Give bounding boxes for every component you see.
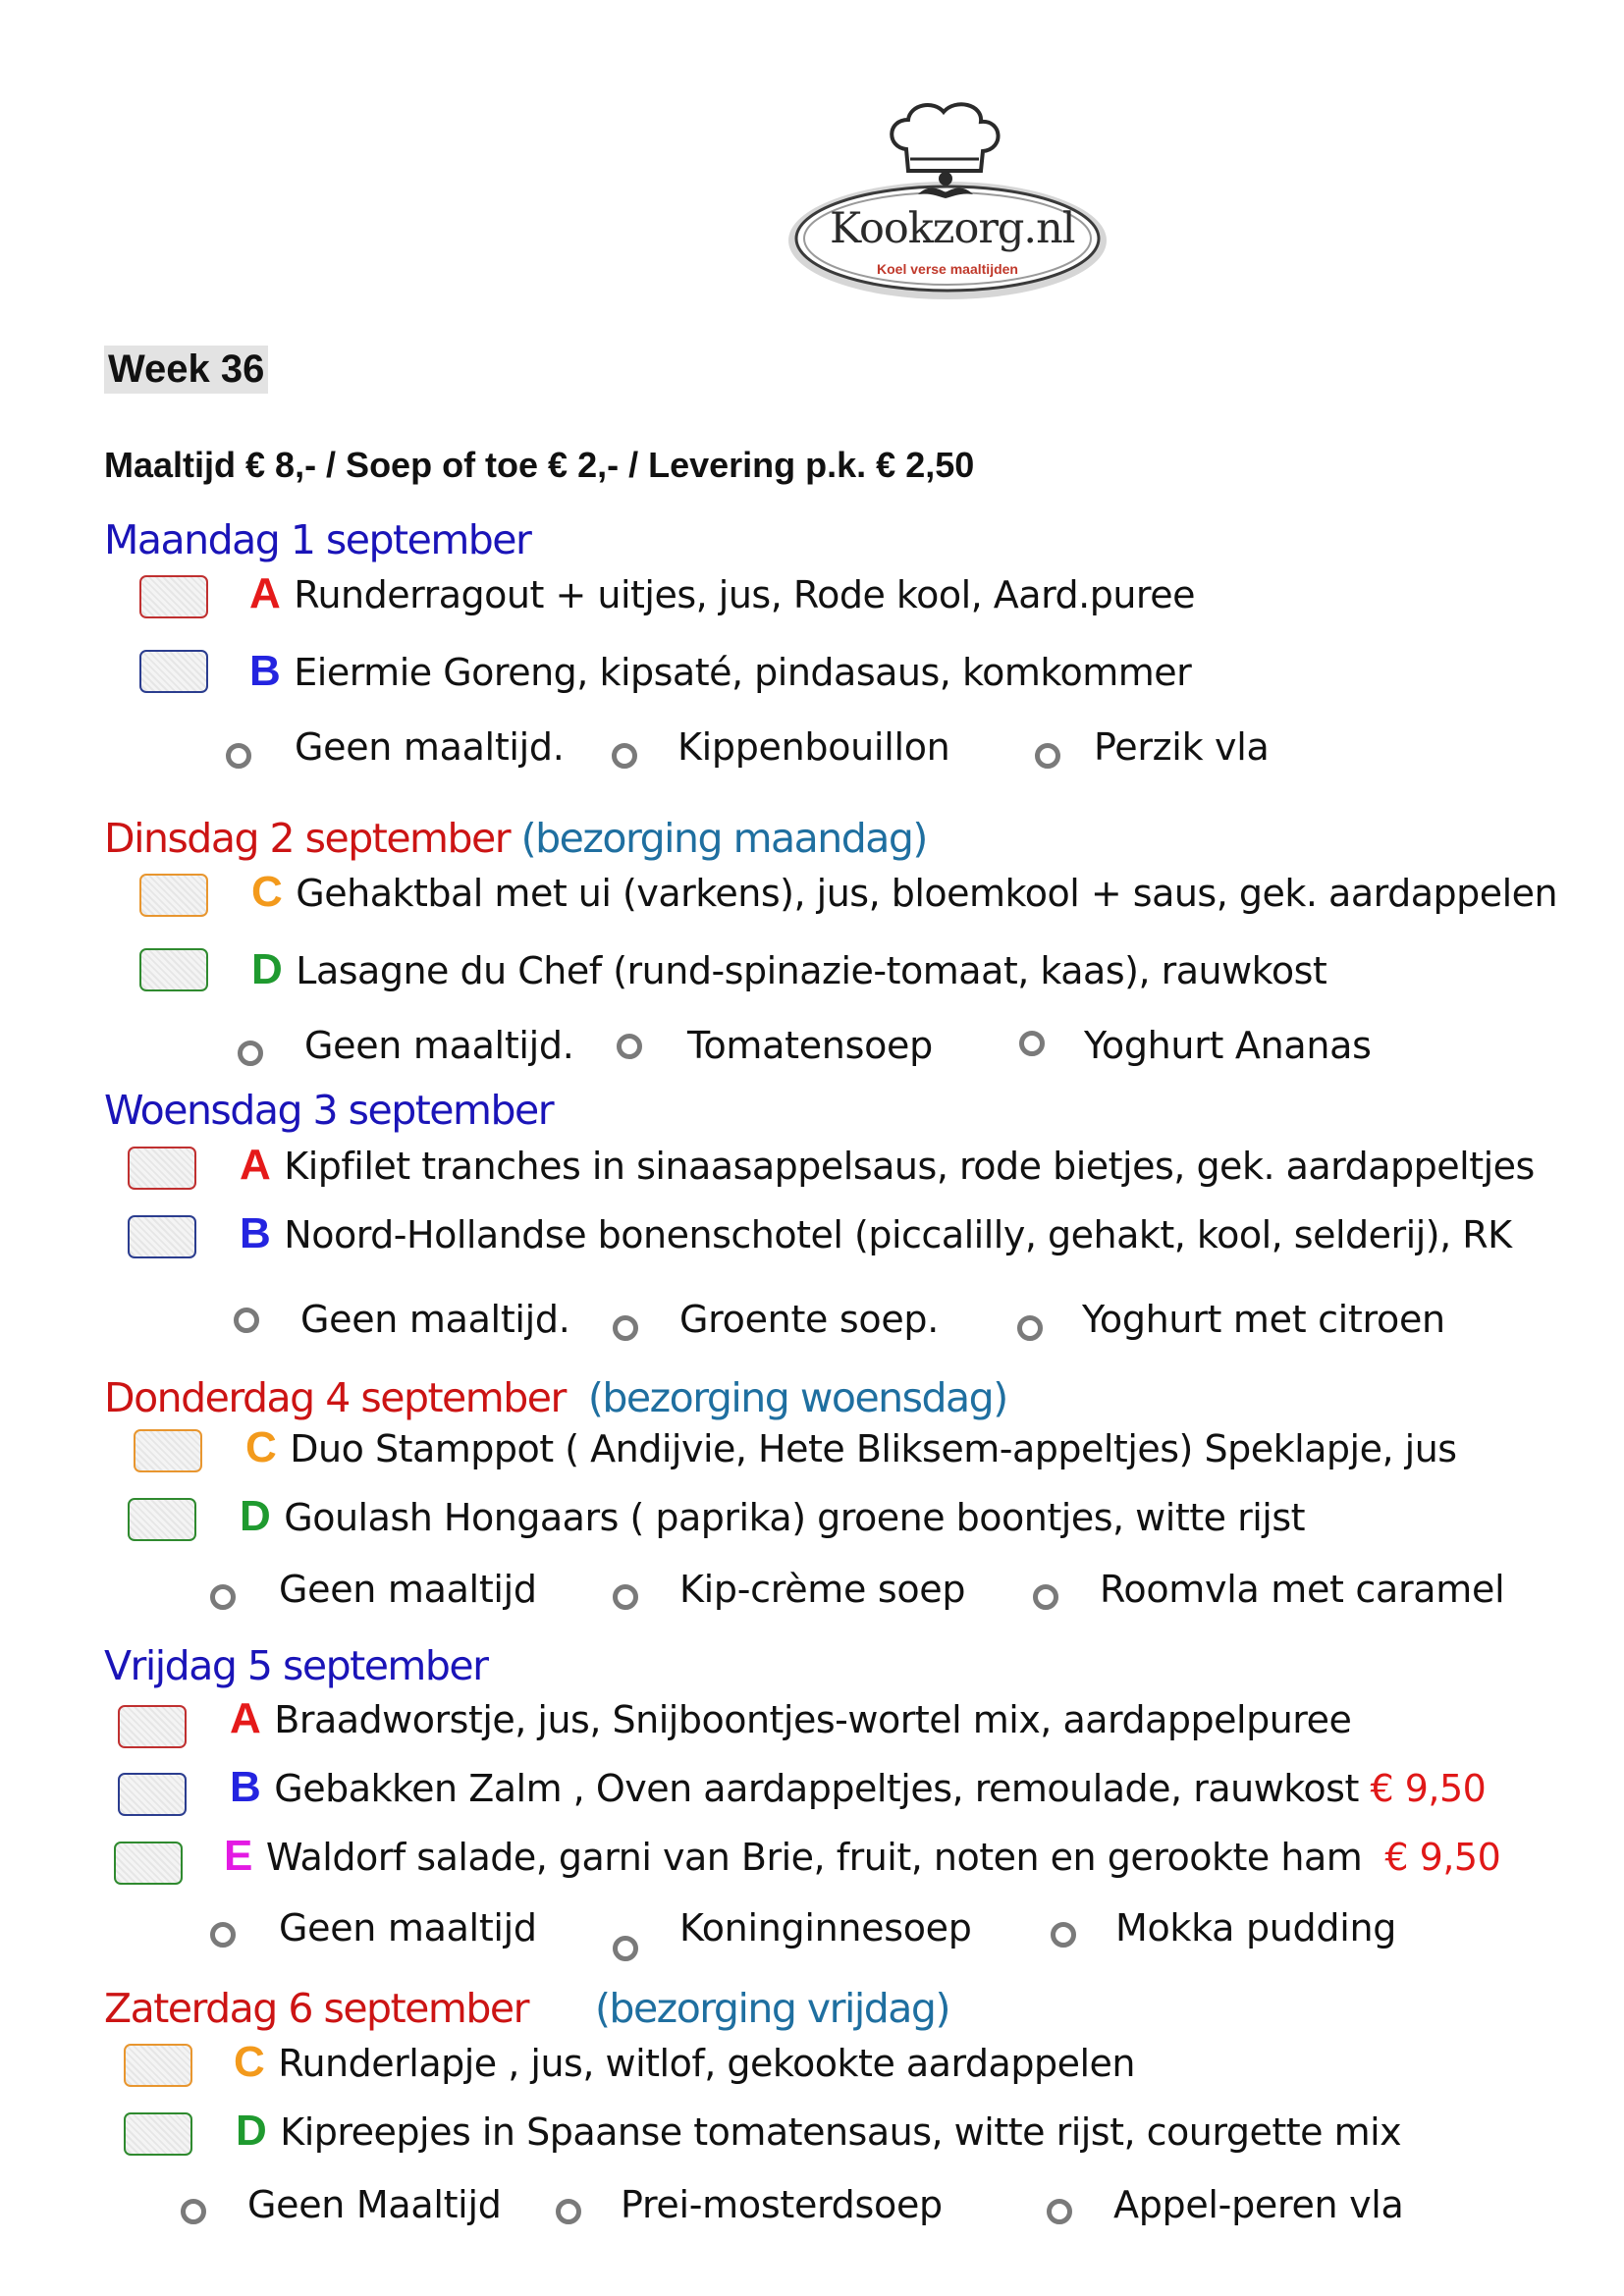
meal-item: A Runderragout + uitjes, jus, Rode kool, Aard.puree (249, 569, 1195, 617)
meal-item: B Gebakken Zalm , Oven aardappeltjes, remoulade, rauwkost € 9,50 (230, 1763, 1487, 1811)
order-checkbox[interactable] (128, 1147, 196, 1190)
option-radio[interactable] (612, 743, 637, 769)
day-title-maandag: Maandag 1 september (104, 516, 531, 563)
option-label: Geen maaltijd (279, 1906, 537, 1949)
option-label: Geen maaltijd. (304, 1024, 574, 1067)
order-checkbox[interactable] (139, 874, 208, 917)
week-label: Week 36 (104, 346, 268, 394)
order-checkbox[interactable] (114, 1842, 183, 1885)
day-title-vrijdag: Vrijdag 5 september (104, 1642, 488, 1689)
option-radio[interactable] (181, 2199, 206, 2224)
meal-item: A Kipfilet tranches in sinaasappelsaus, rode bietjes, gek. aardappeltjes (240, 1141, 1535, 1189)
meal-item: B Noord-Hollandse bonenschotel (piccalilly, gehakt, kool, selderij), RK (240, 1209, 1512, 1257)
order-checkbox[interactable] (139, 575, 208, 618)
day-title-zaterdag: Zaterdag 6 september (bezorging vrijdag) (104, 1985, 949, 2032)
option-radio[interactable] (1017, 1315, 1043, 1341)
option-radio[interactable] (238, 1041, 263, 1066)
option-label: Prei-mosterdsoep (621, 2183, 943, 2226)
option-radio[interactable] (226, 743, 251, 769)
order-checkbox[interactable] (134, 1429, 202, 1472)
meal-item: E Waldorf salade, garni van Brie, fruit, noten en gerookte ham € 9,50 (224, 1832, 1501, 1880)
meal-item: B Eiermie Goreng, kipsaté, pindasaus, komkommer (249, 647, 1192, 695)
option-label: Geen maaltijd (279, 1568, 537, 1611)
day-title-donderdag: Donderdag 4 september (bezorging woensdag) (104, 1374, 1007, 1421)
option-radio[interactable] (1035, 743, 1060, 769)
option-radio[interactable] (1019, 1031, 1045, 1056)
option-radio[interactable] (210, 1922, 236, 1948)
option-label: Mokka pudding (1115, 1906, 1397, 1949)
order-checkbox[interactable] (128, 1215, 196, 1258)
option-radio[interactable] (613, 1315, 638, 1341)
option-label: Tomatensoep (687, 1024, 933, 1067)
meal-item: A Braadworstje, jus, Snijboontjes-wortel mix, aardappelpuree (230, 1694, 1352, 1742)
option-label: Kippenbouillon (677, 725, 950, 769)
kookzorg-logo (781, 98, 1114, 304)
option-label: Geen maaltijd. (300, 1298, 570, 1341)
option-radio[interactable] (1047, 2199, 1072, 2224)
option-radio[interactable] (613, 1584, 638, 1610)
option-label: Appel-peren vla (1113, 2183, 1404, 2226)
meal-item: D Kipreepjes in Spaanse tomatensaus, witte rijst, courgette mix (236, 2107, 1402, 2155)
option-radio[interactable] (556, 2199, 581, 2224)
meal-item: C Gehaktbal met ui (varkens), jus, bloemkool + saus, gek. aardappelen (251, 868, 1558, 916)
option-label: Yoghurt met citroen (1082, 1298, 1445, 1341)
option-radio[interactable] (1051, 1922, 1076, 1948)
logo-tagline: Koel verse maaltijden (877, 261, 1018, 277)
meal-item: C Duo Stamppot ( Andijvie, Hete Bliksem-appeltjes) Speklapje, jus (245, 1423, 1457, 1471)
option-label: Geen maaltijd. (295, 725, 565, 769)
order-checkbox[interactable] (139, 650, 208, 693)
order-checkbox[interactable] (118, 1773, 187, 1816)
logo-brand: Kookzorg.nl (830, 204, 1075, 253)
option-label: Koninginnesoep (679, 1906, 972, 1949)
meal-item: D Goulash Hongaars ( paprika) groene boontjes, witte rijst (240, 1492, 1306, 1540)
option-radio[interactable] (234, 1308, 259, 1333)
option-label: Perzik vla (1094, 725, 1270, 769)
order-checkbox[interactable] (124, 2044, 192, 2087)
pricing-line: Maaltijd € 8,- / Soep of toe € 2,- / Levering p.k. € 2,50 (104, 445, 975, 485)
day-title-woensdag: Woensdag 3 september (104, 1087, 554, 1134)
option-radio[interactable] (210, 1584, 236, 1610)
day-title-dinsdag: Dinsdag 2 september (bezorging maandag) (104, 815, 927, 862)
option-label: Geen Maaltijd (247, 2183, 502, 2226)
option-radio[interactable] (613, 1936, 638, 1961)
option-label: Kip-crème soep (679, 1568, 966, 1611)
order-checkbox[interactable] (124, 2112, 192, 2156)
option-label: Yoghurt Ananas (1084, 1024, 1372, 1067)
option-label: Groente soep. (679, 1298, 940, 1341)
option-label: Roomvla met caramel (1100, 1568, 1505, 1611)
order-checkbox[interactable] (118, 1705, 187, 1748)
option-radio[interactable] (617, 1034, 642, 1059)
order-checkbox[interactable] (139, 948, 208, 991)
meal-item: C Runderlapje , jus, witlof, gekookte aardappelen (234, 2038, 1135, 2086)
meal-item: D Lasagne du Chef (rund-spinazie-tomaat, kaas), rauwkost (251, 945, 1327, 993)
order-checkbox[interactable] (128, 1498, 196, 1541)
option-radio[interactable] (1033, 1584, 1058, 1610)
